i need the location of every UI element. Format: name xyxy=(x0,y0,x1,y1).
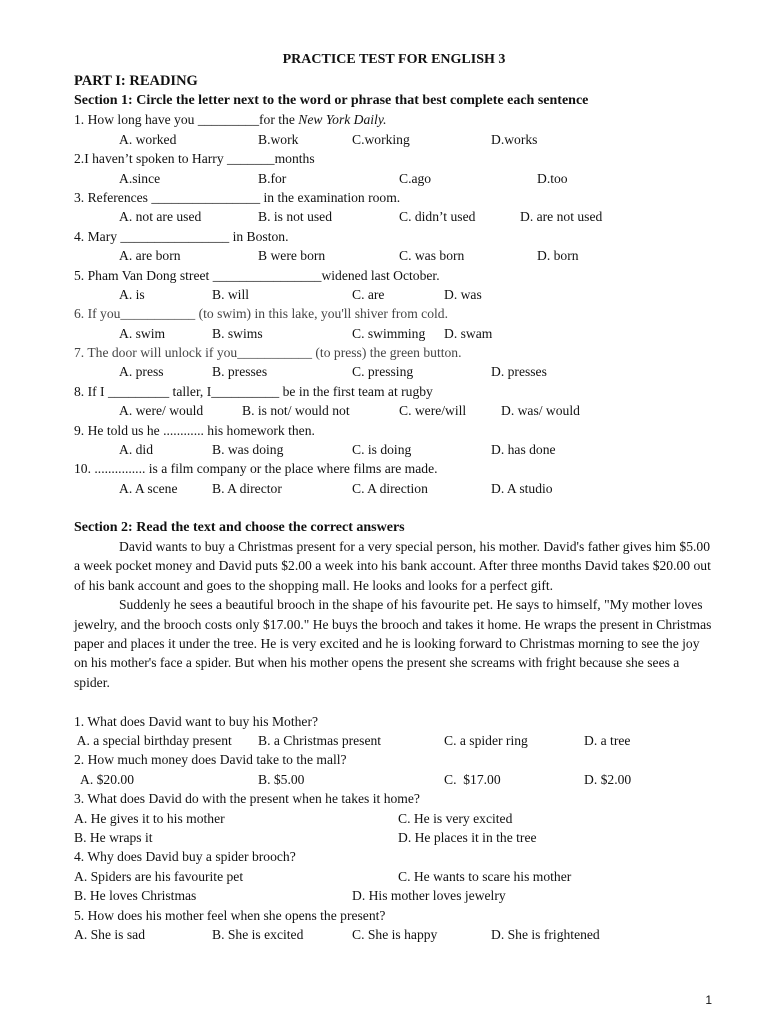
question-options xyxy=(74,362,714,381)
question-options xyxy=(74,731,714,750)
question-options xyxy=(74,925,714,944)
option[interactable]: B. will xyxy=(212,286,250,302)
option[interactable]: A. swim xyxy=(119,325,166,341)
part-heading: PART I: READING xyxy=(74,73,198,89)
option[interactable]: C. swimming xyxy=(352,325,426,341)
option[interactable]: D. $2.00 xyxy=(584,771,632,787)
option[interactable]: A. not are used xyxy=(119,209,202,225)
option[interactable]: D. His mother loves jewelry xyxy=(352,888,506,904)
question-stem: 7. The door will unlock if you___________ (to press) the green button. xyxy=(74,345,462,361)
option[interactable]: A. She is sad xyxy=(74,926,145,942)
option[interactable]: B. swims xyxy=(212,325,263,341)
question-stem: 9. He told us he ............ his homework then. xyxy=(74,422,315,438)
option[interactable]: A. were/ would xyxy=(119,403,204,419)
option[interactable]: B. $5.00 xyxy=(258,771,305,787)
option[interactable]: A. a special birthday present xyxy=(74,733,232,749)
question-options xyxy=(74,828,714,847)
question-stem: 3. What does David do with the present when he takes it home? xyxy=(74,791,420,807)
option[interactable]: C. are xyxy=(352,286,385,302)
question-options xyxy=(74,169,714,188)
option[interactable]: B. presses xyxy=(212,364,268,380)
option[interactable]: A. worked xyxy=(119,131,177,147)
option[interactable]: D. was/ would xyxy=(501,403,580,419)
reading-paragraph: David wants to buy a Christmas present for a very special person, his mother. David's father gives him $5.00 a week pocket money and David puts $2.00 a week into his bank account. After three months David takes $20.00 out of his bank account and goes to the shopping mall. He looks and looks for a perfect gift. xyxy=(74,538,711,593)
question-options xyxy=(74,246,714,265)
question-options xyxy=(74,401,714,420)
option[interactable]: C. pressing xyxy=(352,364,414,380)
question-options xyxy=(74,440,714,459)
option[interactable]: B. was doing xyxy=(212,442,284,458)
option[interactable]: C. She is happy xyxy=(352,926,438,942)
option[interactable]: D.works xyxy=(491,131,538,147)
option[interactable]: C. is doing xyxy=(352,442,412,458)
option[interactable]: C. He wants to scare his mother xyxy=(398,868,572,884)
option[interactable]: B. is not/ would not xyxy=(242,403,350,419)
option[interactable]: A.since xyxy=(119,170,161,186)
question-stem: 2. How much money does David take to the mall? xyxy=(74,752,347,768)
option[interactable]: D. was xyxy=(444,286,482,302)
document-page xyxy=(74,50,714,944)
question-options xyxy=(74,324,714,343)
question-options xyxy=(74,809,714,828)
option[interactable]: D. has done xyxy=(491,442,556,458)
option[interactable]: B. She is excited xyxy=(212,926,304,942)
option[interactable]: A. A scene xyxy=(119,480,178,496)
question-stem: 8. If I _________ taller, I__________ be in the first team at rugby xyxy=(74,383,433,399)
option[interactable]: D. She is frightened xyxy=(491,926,600,942)
option[interactable]: D. a tree xyxy=(584,733,631,749)
option[interactable]: A. He gives it to his mother xyxy=(74,810,225,826)
option[interactable]: D. born xyxy=(537,248,579,264)
option[interactable]: D. are not used xyxy=(520,209,603,225)
question-options xyxy=(74,886,714,905)
question-options xyxy=(74,207,714,226)
option[interactable]: A. Spiders are his favourite pet xyxy=(74,868,244,884)
question-stem: 3. References ________________ in the examination room. xyxy=(74,189,401,205)
option[interactable]: B were born xyxy=(258,248,326,264)
question-stem: 1. How long have you _________for the New York Daily. xyxy=(74,112,387,128)
option[interactable]: D. swam xyxy=(444,325,493,341)
question-stem: 5. How does his mother feel when she opens the present? xyxy=(74,907,386,923)
option[interactable]: A. is xyxy=(119,286,145,302)
spacer xyxy=(74,498,714,517)
option[interactable]: D. He places it in the tree xyxy=(398,829,537,845)
option[interactable]: B.for xyxy=(258,170,287,186)
option[interactable]: B. a Christmas present xyxy=(258,733,382,749)
question-stem: 2.I haven’t spoken to Harry _______months xyxy=(74,151,315,167)
option[interactable]: A. are born xyxy=(119,248,181,264)
option[interactable]: C. $17.00 xyxy=(444,771,501,787)
reading-paragraph: Suddenly he sees a beautiful brooch in the shape of his favourite pet. He says to himself, "My mother loves jewelry, and the brooch costs only $17.00." He buys the brooch and takes it home. He wraps the present in Christmas paper and places it under the tree. He is very excited and he is looking forward to Christmas morning to see the joy on his mother's face a spider. But when his mother opens the present she screams with fright because she sees a spider. xyxy=(74,597,712,690)
option[interactable]: B. A director xyxy=(212,480,282,496)
section1-heading: Section 1: Circle the letter next to the word or phrase that best complete each sentence xyxy=(74,93,589,108)
question-stem: 4. Mary ________________ in Boston. xyxy=(74,228,289,244)
question-stem: 10. ............... is a film company or the place where films are made. xyxy=(74,461,438,477)
option[interactable]: C. a spider ring xyxy=(444,733,528,749)
option[interactable]: D. presses xyxy=(491,364,547,380)
option[interactable]: C. He is very excited xyxy=(398,810,513,826)
question-stem: 5. Pham Van Dong street ________________widened last October. xyxy=(74,267,440,283)
option[interactable]: C. A direction xyxy=(352,480,428,496)
section2-heading: Section 2: Read the text and choose the correct answers xyxy=(74,519,405,535)
question-stem: 1. What does David want to buy his Mother? xyxy=(74,713,319,729)
question-options xyxy=(74,770,714,789)
question-options xyxy=(74,867,714,886)
page-title: PRACTICE TEST FOR ENGLISH 3 xyxy=(282,52,506,67)
question-stem: 4. Why does David buy a spider brooch? xyxy=(74,849,296,865)
spacer xyxy=(74,692,714,711)
question-options xyxy=(74,479,714,498)
option[interactable]: B. He wraps it xyxy=(74,829,153,845)
option[interactable]: C.ago xyxy=(399,170,432,186)
option[interactable]: B. He loves Christmas xyxy=(74,888,197,904)
question-stem: 6. If you___________ (to swim) in this lake, you'll shiver from cold. xyxy=(74,306,448,322)
option[interactable]: C. was born xyxy=(399,248,465,264)
option[interactable]: D. A studio xyxy=(491,480,553,496)
question-options xyxy=(74,130,714,149)
page-number: 1 xyxy=(705,993,712,1007)
option[interactable]: A. $20.00 xyxy=(80,771,134,787)
option[interactable]: C. were/will xyxy=(399,403,467,419)
option[interactable]: C. didn’t used xyxy=(399,209,476,225)
option[interactable]: A. press xyxy=(119,364,164,380)
option[interactable]: D.too xyxy=(537,170,568,186)
option[interactable]: A. did xyxy=(119,442,153,458)
option[interactable]: C.working xyxy=(352,131,410,147)
option[interactable]: B. is not used xyxy=(258,209,333,225)
question-options xyxy=(74,285,714,304)
option[interactable]: B.work xyxy=(258,131,299,147)
